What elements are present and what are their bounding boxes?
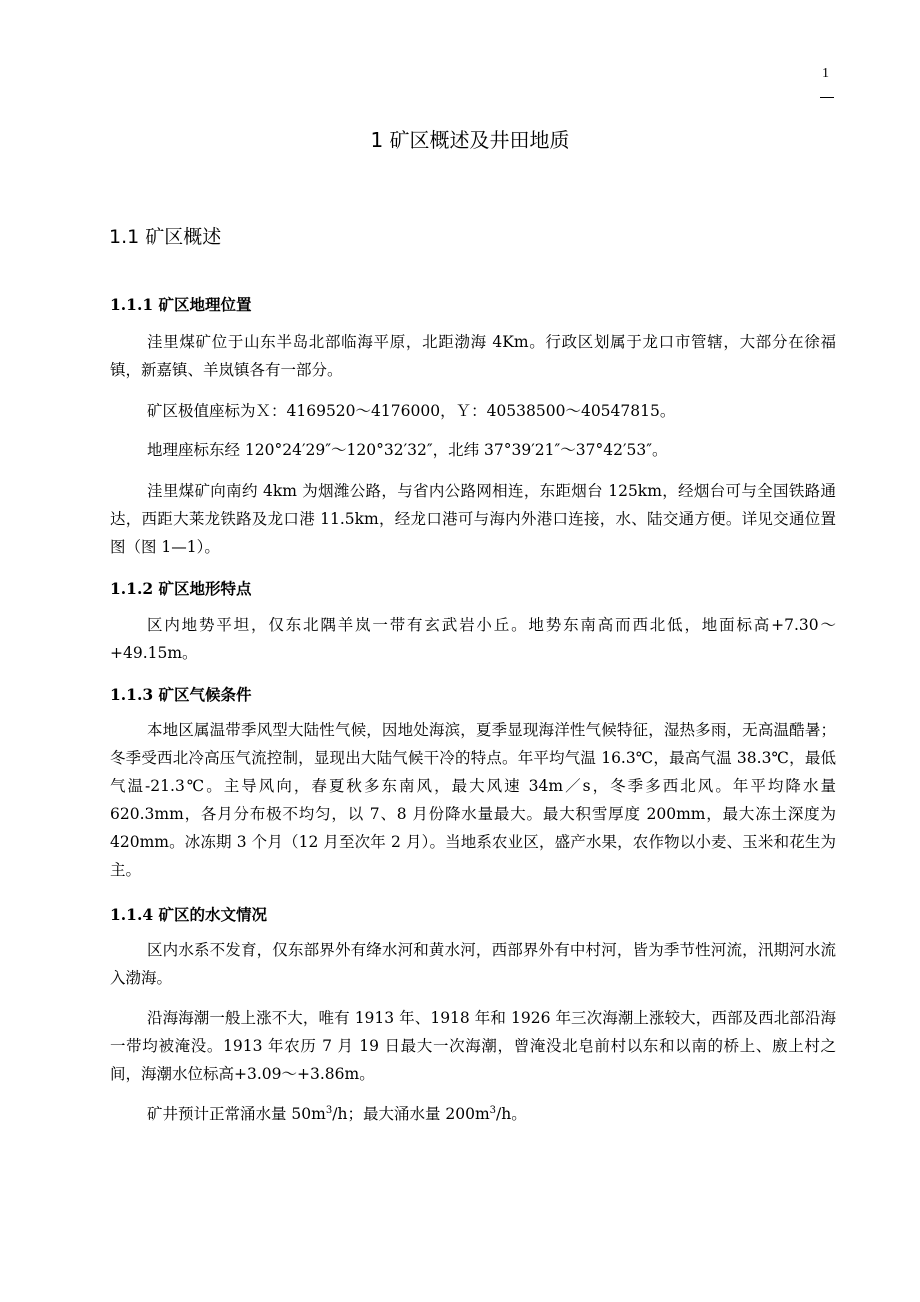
subsection-heading-1-1-4: 1.1.4 矿区的水文情况: [110, 905, 268, 924]
paragraph: 本地区属温带季风型大陆性气候，因地处海滨，夏季显现海洋性气候特征，湿热多雨，无高温酷暑；冬季受西北冷高压气流控制，显现出大陆气候干冷的特点。年平均气温 16.3℃，最高气温 38.3℃，最低气温-21.3℃。主导风向，春夏秋多东南风，最大风速 34m／s，冬季多西北风。年平均降水量 620.3mm，各月分布极不均匀，以 7、8 月份降水量最大。最大积雪厚度 200mm，最大冻土深度为 420mm。冰冻期 3 个月（12 月至次年 2 月）。当地系农业区，盛产水果，农作物以小麦、玉米和花生为主。: [110, 721, 836, 879]
water-inflow-middle: /h；最大涌水量 200m: [332, 1105, 490, 1123]
paragraph: 区内水系不发育，仅东部界外有绛水河和黄水河，西部界外有中村河，皆为季节性河流，汛期河水流入渤海。: [110, 941, 836, 987]
paragraph: 矿区极值座标为Ｘ：4169520～4176000，Ｙ：40538500～40547815。: [147, 402, 676, 420]
section-title: 1.1 矿区概述: [109, 226, 222, 248]
paragraph-water-inflow: [110, 1100, 836, 1128]
paragraph: 区内地势平坦，仅东北隅羊岚一带有玄武岩小丘。地势东南高而西北低，地面标高+7.30～+49.15m。: [110, 616, 836, 662]
paragraph: 沿海海潮一般上涨不大，唯有 1913 年、1918 年和 1926 年三次海潮上涨较大，西部及西北部沿海一带均被淹没。1913 年农历 7 月 19 日最大一次海潮，曾淹没北皂前村以东和以南的桥上、廒上村之间，海潮水位标高+3.09～+3.86m。: [110, 1009, 836, 1083]
subsection-heading-1-1-1: 1.1.1 矿区地理位置: [110, 295, 252, 314]
paragraph: 洼里煤矿向南约 4km 为烟潍公路，与省内公路网相连，东距烟台 125km，经烟台可与全国铁路通达，西距大莱龙铁路及龙口港 11.5km，经龙口港可与海内外港口连接，水、陆交通方便。详见交通位置图（图 1—1）。: [110, 482, 836, 556]
chapter-title: 1 矿区概述及井田地质: [370, 128, 570, 152]
subsection-heading-1-1-3: 1.1.3 矿区气候条件: [110, 685, 252, 704]
paragraph: 洼里煤矿位于山东半岛北部临海平原，北距渤海 4Km。行政区划属于龙口市管辖，大部分在徐福镇，新嘉镇、羊岚镇各有一部分。: [110, 333, 836, 379]
subsection-heading-1-1-2: 1.1.2 矿区地形特点: [110, 579, 252, 598]
paragraph: 地理座标东经 120°24′29″～120°32′32″，北纬 37°39′21″～37°42′53″。: [147, 441, 668, 459]
page-number: 1: [822, 66, 829, 81]
page-number-dash: [820, 97, 834, 98]
superscript: 3: [325, 1105, 333, 1116]
water-inflow-suffix: /h。: [496, 1105, 527, 1123]
water-inflow-prefix: 矿井预计正常涌水量 50m: [147, 1105, 326, 1123]
superscript: 3: [489, 1105, 497, 1116]
